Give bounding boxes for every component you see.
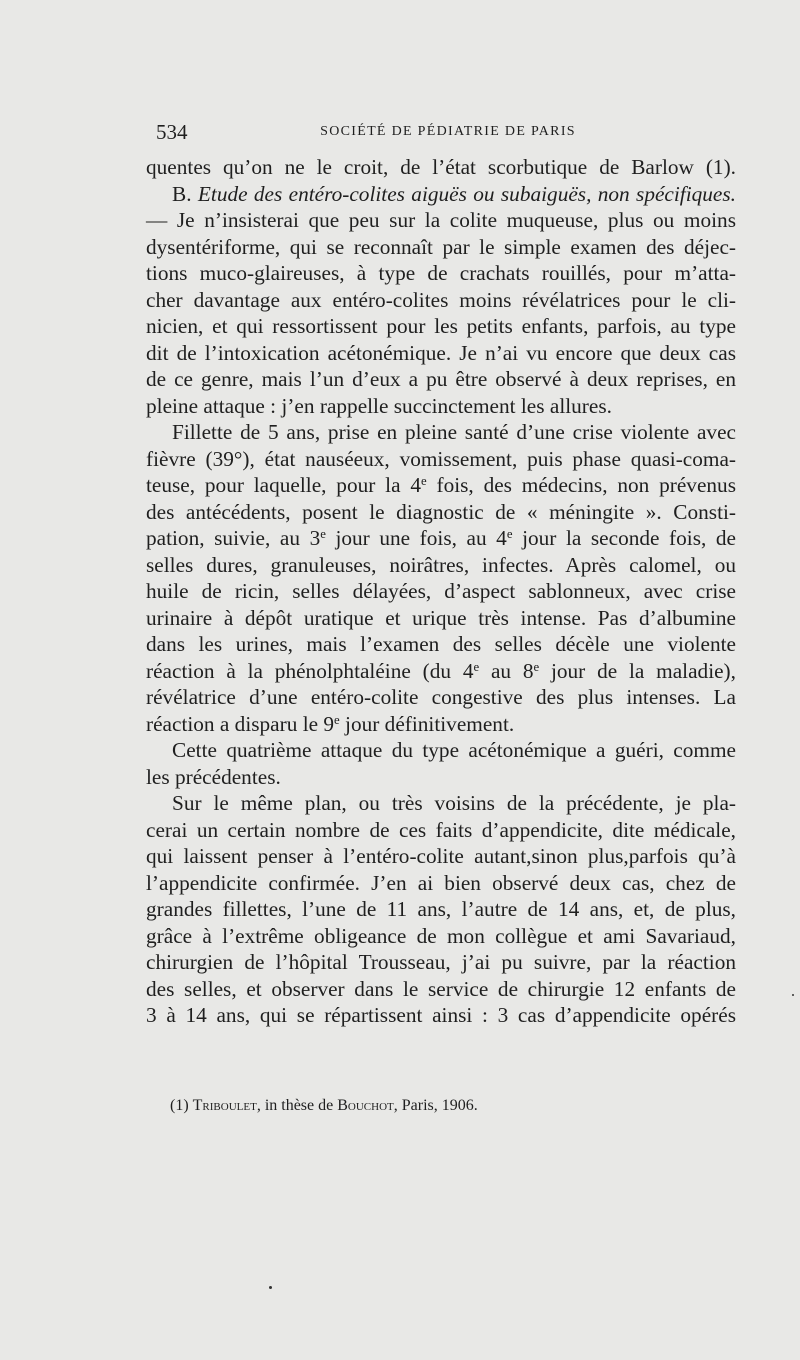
paper-speck bbox=[269, 1286, 272, 1289]
footnote: (1) Triboulet, in thèse de Bouchot, Paris, 1906. bbox=[170, 1097, 478, 1114]
section-heading: B. Etude des entéro-colites aiguës ou subaiguës, non spécifiques. bbox=[172, 181, 736, 206]
section-heading-line bbox=[146, 181, 736, 208]
text-line: réaction à la phénolphtaléine (du 4e au 8e jour de la maladie), bbox=[146, 658, 736, 683]
text-line: selles dures, granuleuses, noirâtres, infectes. Après calomel, ou bbox=[146, 552, 736, 577]
text-line: huile de ricin, selles délayées, d’aspect sablonneux, avec crise bbox=[146, 579, 736, 603]
text-line: de ce genre, mais l’un d’eux a pu être observé à deux reprises, en bbox=[146, 367, 736, 391]
text-line: chirurgien de l’hôpital Trousseau, j’ai pu suivre, par la réaction bbox=[146, 950, 736, 974]
text-line: cerai un certain nombre de ces faits d’appendicite, dite médicale, bbox=[146, 817, 736, 842]
text-line: cher davantage aux entéro-colites moins révélatrices pour le cli- bbox=[146, 287, 736, 312]
text-line: tions muco-glaireuses, à type de crachats rouillés, pour m’atta- bbox=[146, 261, 736, 285]
page-header bbox=[156, 120, 740, 150]
text-line: 3 à 14 ans, qui se répartissent ainsi : 3 cas d’appendicite opérés bbox=[146, 1003, 736, 1027]
body-text bbox=[146, 154, 736, 1029]
text-line: urinaire à dépôt uratique et urique très intense. Pas d’albumine bbox=[146, 605, 736, 630]
text-line: Sur le même plan, ou très voisins de la précédente, je pla- bbox=[172, 791, 736, 815]
text-line: pation, suivie, au 3e jour une fois, au 4e jour la seconde fois, de bbox=[146, 526, 736, 550]
text-line: pleine attaque : j’en rappelle succinctement les allures. bbox=[146, 393, 612, 418]
text-line: des antécédents, posent le diagnostic de « méningite ». Consti- bbox=[146, 499, 736, 524]
text-line: dysentériforme, qui se reconnaît par le simple examen des déjec- bbox=[146, 234, 736, 259]
text-line: grandes fillettes, l’une de 11 ans, l’autre de 14 ans, et, de plus, bbox=[146, 897, 736, 921]
text-line: — Je n’insisterai que peu sur la colite muqueuse, plus ou moins bbox=[146, 208, 736, 232]
text-line: teuse, pour laquelle, pour la 4e fois, des médecins, non prévenus bbox=[146, 473, 736, 497]
page-number: 534 bbox=[156, 120, 188, 144]
text-line: dit de l’intoxication acétonémique. Je n’ai vu encore que deux cas bbox=[146, 340, 736, 365]
text-line: des selles, et observer dans le service de chirurgie 12 enfants de bbox=[146, 976, 736, 1001]
text-line: nicien, et qui ressortissent pour les petits enfants, parfois, au type bbox=[146, 314, 736, 338]
text-line: grâce à l’extrême obligeance de mon collègue et ami Savariaud, bbox=[146, 923, 736, 948]
text-line: Fillette de 5 ans, prise en pleine santé d’une crise violente avec bbox=[172, 420, 736, 444]
paper-speck bbox=[792, 994, 794, 996]
text-line: qui laissent penser à l’entéro-colite autant,sinon plus,parfois qu’à bbox=[146, 844, 736, 868]
text-line: quentes qu’on ne le croit, de l’état scorbutique de Barlow (1). bbox=[146, 155, 736, 179]
text-line: l’appendicite confirmée. J’en ai bien observé deux cas, chez de bbox=[146, 870, 736, 895]
running-title: SOCIÉTÉ DE PÉDIATRIE DE PARIS bbox=[320, 124, 576, 139]
text-line: révélatrice d’une entéro-colite congestive des plus intenses. La bbox=[146, 685, 736, 709]
text-line: fièvre (39°), état nauséeux, vomissement, puis phase quasi-coma- bbox=[146, 446, 736, 471]
text-line: les précédentes. bbox=[146, 764, 281, 789]
text-line: dans les urines, mais l’examen des selles décèle une violente bbox=[146, 632, 736, 656]
text-line: Cette quatrième attaque du type acétonémique a guéri, comme bbox=[172, 738, 736, 762]
text-line: réaction a disparu le 9e jour définitivement. bbox=[146, 711, 515, 736]
